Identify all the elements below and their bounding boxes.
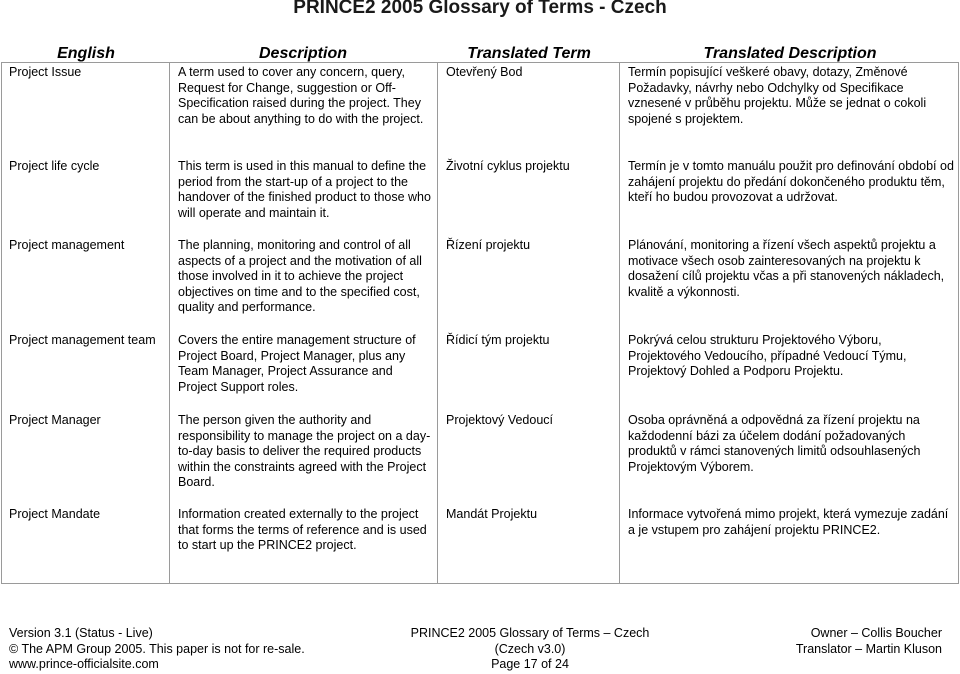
- page-title: PRINCE2 2005 Glossary of Terms - Czech: [293, 0, 667, 18]
- footer-version: Version 3.1 (Status - Live): [9, 626, 153, 640]
- footer-website-link[interactable]: www.prince-officialsite.com: [9, 657, 159, 671]
- term-description: A term used to cover any concern, query, Request for Change, suggestion or Off-Specification raised during the project. They can be about anything to do with the project.: [178, 65, 424, 126]
- translated-description: Informace vytvořená mimo projekt, která vymezuje zadání a je vstupem pro zahájení projektu PRINCE2.: [628, 507, 949, 537]
- term-description: Information created externally to the project that forms the terms of reference and is used to start up the PRINCE2 project.: [178, 507, 427, 552]
- header-translated-term: Translated Term: [467, 45, 591, 62]
- term-description: The planning, monitoring and control of all aspects of a project and the motivation of all those involved in it to achieve the project objectives on time and to the specified cost, quality and performance.: [178, 238, 422, 314]
- translated-term: Řídicí tým projektu: [446, 333, 550, 347]
- translated-description: Termín popisující veškeré obavy, dotazy, Změnové Požadavky, návrhy nebo Odchylky od Specifikace vznesené v průběhu projektu. Může se jednat o cokoli spojené s projektem.: [628, 65, 927, 126]
- footer-page-number: Page 17 of 24: [491, 657, 569, 671]
- footer-copyright: © The APM Group 2005. This paper is not for re-sale.: [9, 641, 305, 656]
- glossary-table: [1, 62, 959, 584]
- english-term: Project life cycle: [9, 159, 100, 173]
- english-term: Project management: [9, 238, 125, 252]
- column-divider: [169, 62, 170, 584]
- header-english: English: [57, 45, 115, 62]
- translated-term: Projektový Vedoucí: [446, 413, 554, 427]
- footer-owner: Owner – Collis Boucher: [810, 626, 942, 640]
- footer-doc-version: (Czech v3.0): [494, 641, 566, 656]
- term-description: This term is used in this manual to define the period from the start-up of a project to the handover of the finished product to those who will operate and maintain it.: [178, 159, 431, 220]
- english-term: Project Mandate: [9, 507, 101, 521]
- english-term: Project Issue: [9, 65, 82, 79]
- column-divider: [619, 62, 620, 584]
- header-translated-description: Translated Description: [703, 45, 877, 62]
- english-term: Project management team: [9, 333, 156, 347]
- translated-description: Plánování, monitoring a řízení všech aspektů projektu a motivace všech osob zainteresovaných na projektu k dosažení cílů projektu včas a při stanovených nákladech, kvalitě a výkonnosti.: [628, 238, 945, 299]
- column-divider: [437, 62, 438, 584]
- translated-term: Mandát Projektu: [446, 507, 538, 521]
- translated-term: Otevřený Bod: [446, 65, 523, 79]
- translated-description: Pokrývá celou strukturu Projektového Výboru, Projektového Vedoucího, případné Vedoucí Týmu, Projektový Dohled a Podporu Projektu.: [628, 333, 907, 378]
- footer-translator: Translator – Martin Kluson: [795, 641, 942, 656]
- header-description: Description: [258, 45, 347, 62]
- translated-term: Řízení projektu: [446, 238, 531, 252]
- footer-doc-title: PRINCE2 2005 Glossary of Terms – Czech: [410, 626, 650, 640]
- translated-description: Termín je v tomto manuálu použit pro definování období od zahájení projektu do předání dokončeného produktu těm, kteří ho budou provozovat a udržovat.: [628, 159, 954, 204]
- translated-term: Životní cyklus projektu: [446, 159, 570, 173]
- term-description: The person given the authority and responsibility to manage the project on a day-to-day basis to deliver the required products within the constraints agreed with the Project Board.: [178, 413, 431, 489]
- translated-description: Osoba oprávněná a odpovědná za řízení projektu na každodenní bázi za účelem dodání požadovaných produktů v rámci stanovených limitů odsouhlasených Projektovým Výborem.: [628, 413, 921, 474]
- term-description: Covers the entire management structure of Project Board, Project Manager, plus any Team Manager, Project Assurance and Project Support roles.: [178, 333, 416, 394]
- english-term: Project Manager: [9, 413, 101, 427]
